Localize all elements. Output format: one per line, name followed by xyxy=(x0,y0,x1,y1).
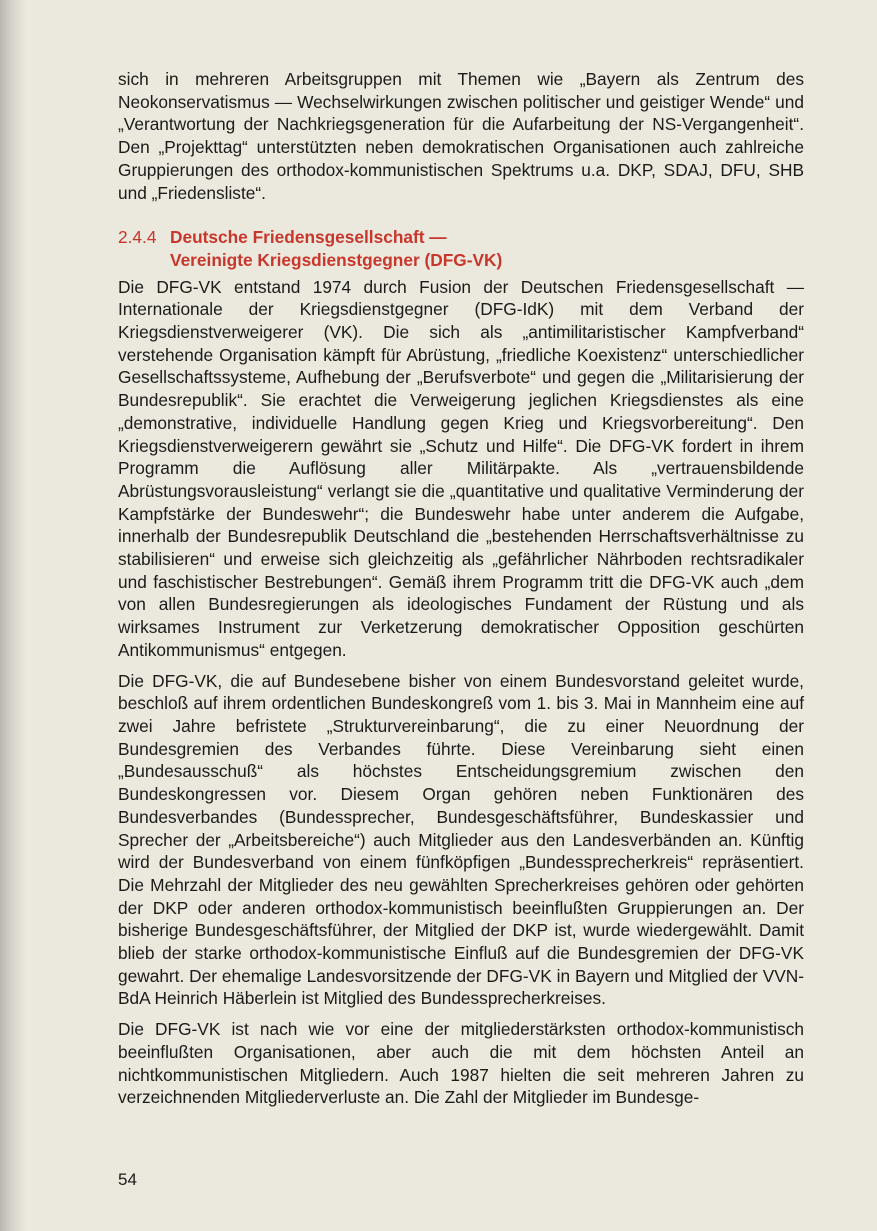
paragraph-1: Die DFG-VK entstand 1974 durch Fusion der Deutschen Friedensgesellschaft — Internationale der Kriegsdienstgegner (DFG-IdK) mit dem Verband der Kriegsdienstverweigerer (VK). Die sich als „antimilitaristischer Kampfverband“ verstehende Organisation kämpft für Abrüstung, „friedliche Koexistenz“ unterschiedlicher Gesellschaftssysteme, Aufhebung der „Berufsverbote“ und gegen die „Militarisierung der Bundesrepublik“. Sie erachtet die Verweigerung jeglichen Kriegsdienstes als eine „demonstrative, individuelle Handlung gegen Krieg und Kriegsvorbereitung“. Den Kriegsdienstverweigerern gewährt sie „Schutz und Hilfe“. Die DFG-VK fordert in ihrem Programm die Auflösung aller Militärpakte. Als „vertrauensbildende Abrüstungsvorausleistung“ verlangt sie die „quantitative und qualitative Verminderung der Kampfstärke der Bundeswehr“; die Bundeswehr habe unter anderem die Aufgabe, innerhalb der Bundesrepublik Deutschland die „bestehenden Herrschaftsverhältnisse zu stabilisieren“ und erweise sich gleichzeitig als „gefährlicher Nährboden rechtsradikaler und faschistischer Bestrebungen“. Gemäß ihrem Programm tritt die DFG-VK auch „dem von allen Bundesregierungen als ideologisches Fundament der Rüstung und als wirksames Instrument zur Verketzerung demokratischer Opposition geschürten Antikommunismus“ entgegen. xyxy=(118,276,804,660)
paragraph-intro: sich in mehreren Arbeitsgruppen mit Themen wie „Bayern als Zentrum des Neokonservatismus — Wechselwirkungen zwischen politischer und geistiger Wende“ und „Verantwortung der Nachkriegsgeneration für die Aufarbeitung der NS-Vergangenheit“. Den „Projekttag“ unterstützten neben demokratischen Organisationen auch zahlreiche Gruppierungen des orthodox-kommunistischen Spektrums u.a. DKP, SDAJ, DFU, SHB und „Friedensliste“. xyxy=(118,69,804,203)
section-title-line1: Deutsche Friedensgesellschaft — xyxy=(170,227,447,248)
section-number: 2.4.4 xyxy=(118,227,157,248)
paragraph-3: Die DFG-VK ist nach wie vor eine der mitgliederstärksten orthodox-kommunistisch beeinflußten Organisationen, aber auch die mit dem höchsten Anteil an nichtkommunistischen Mitgliedern. Auch 1987 hielten die seit mehreren Jahren zu verzeichnenden Mitgliederverluste an. Die Zahl der Mitglieder im Bundesge- xyxy=(118,1019,804,1108)
page-number: 54 xyxy=(118,1170,137,1189)
page-spine-shadow xyxy=(0,0,26,1231)
section-heading xyxy=(118,226,804,271)
page-content xyxy=(118,68,804,1109)
section-title-line2: Vereinigte Kriegsdienstgegner (DFG-VK) xyxy=(170,249,503,270)
paragraph-2: Die DFG-VK, die auf Bundesebene bisher von einem Bundesvorstand geleitet wurde, beschloß auf ihrem ordentlichen Bundeskongreß vom 1. bis 3. Mai in Mannheim eine auf zwei Jahre befristete „Strukturvereinbarung“, die zu einer Neuordnung der Bundesgremien des Verbandes führte. Diese Vereinbarung sieht einen „Bundesausschuß“ als höchstes Entscheidungsgremium zwischen den Bundeskongressen vor. Diesem Organ gehören neben Funktionären des Bundesverbandes (Bundessprecher, Bundesgeschäftsführer, Bundeskassier und Sprecher der „Arbeitsbereiche“) auch Mitglieder aus den Landesverbänden an. Künftig wird der Bundesverband von einem fünfköpfigen „Bundessprecherkreis“ repräsentiert. Die Mehrzahl der Mitglieder des neu gewählten Sprecherkreises gehören oder gehörten der DKP oder anderen orthodox-kommunistisch beeinflußten Gruppierungen an. Der bisherige Bundesgeschäftsführer, der Mitglied der DKP ist, wurde wiedergewählt. Damit blieb der starke orthodox-kommunistische Einfluß auf die Bundesgremien der DFG-VK gewahrt. Der ehemalige Landesvorsitzende der DFG-VK in Bayern und Mitglied der VVN-BdA Heinrich Häberlein ist Mitglied des Bundessprecherkreises. xyxy=(118,670,804,1009)
